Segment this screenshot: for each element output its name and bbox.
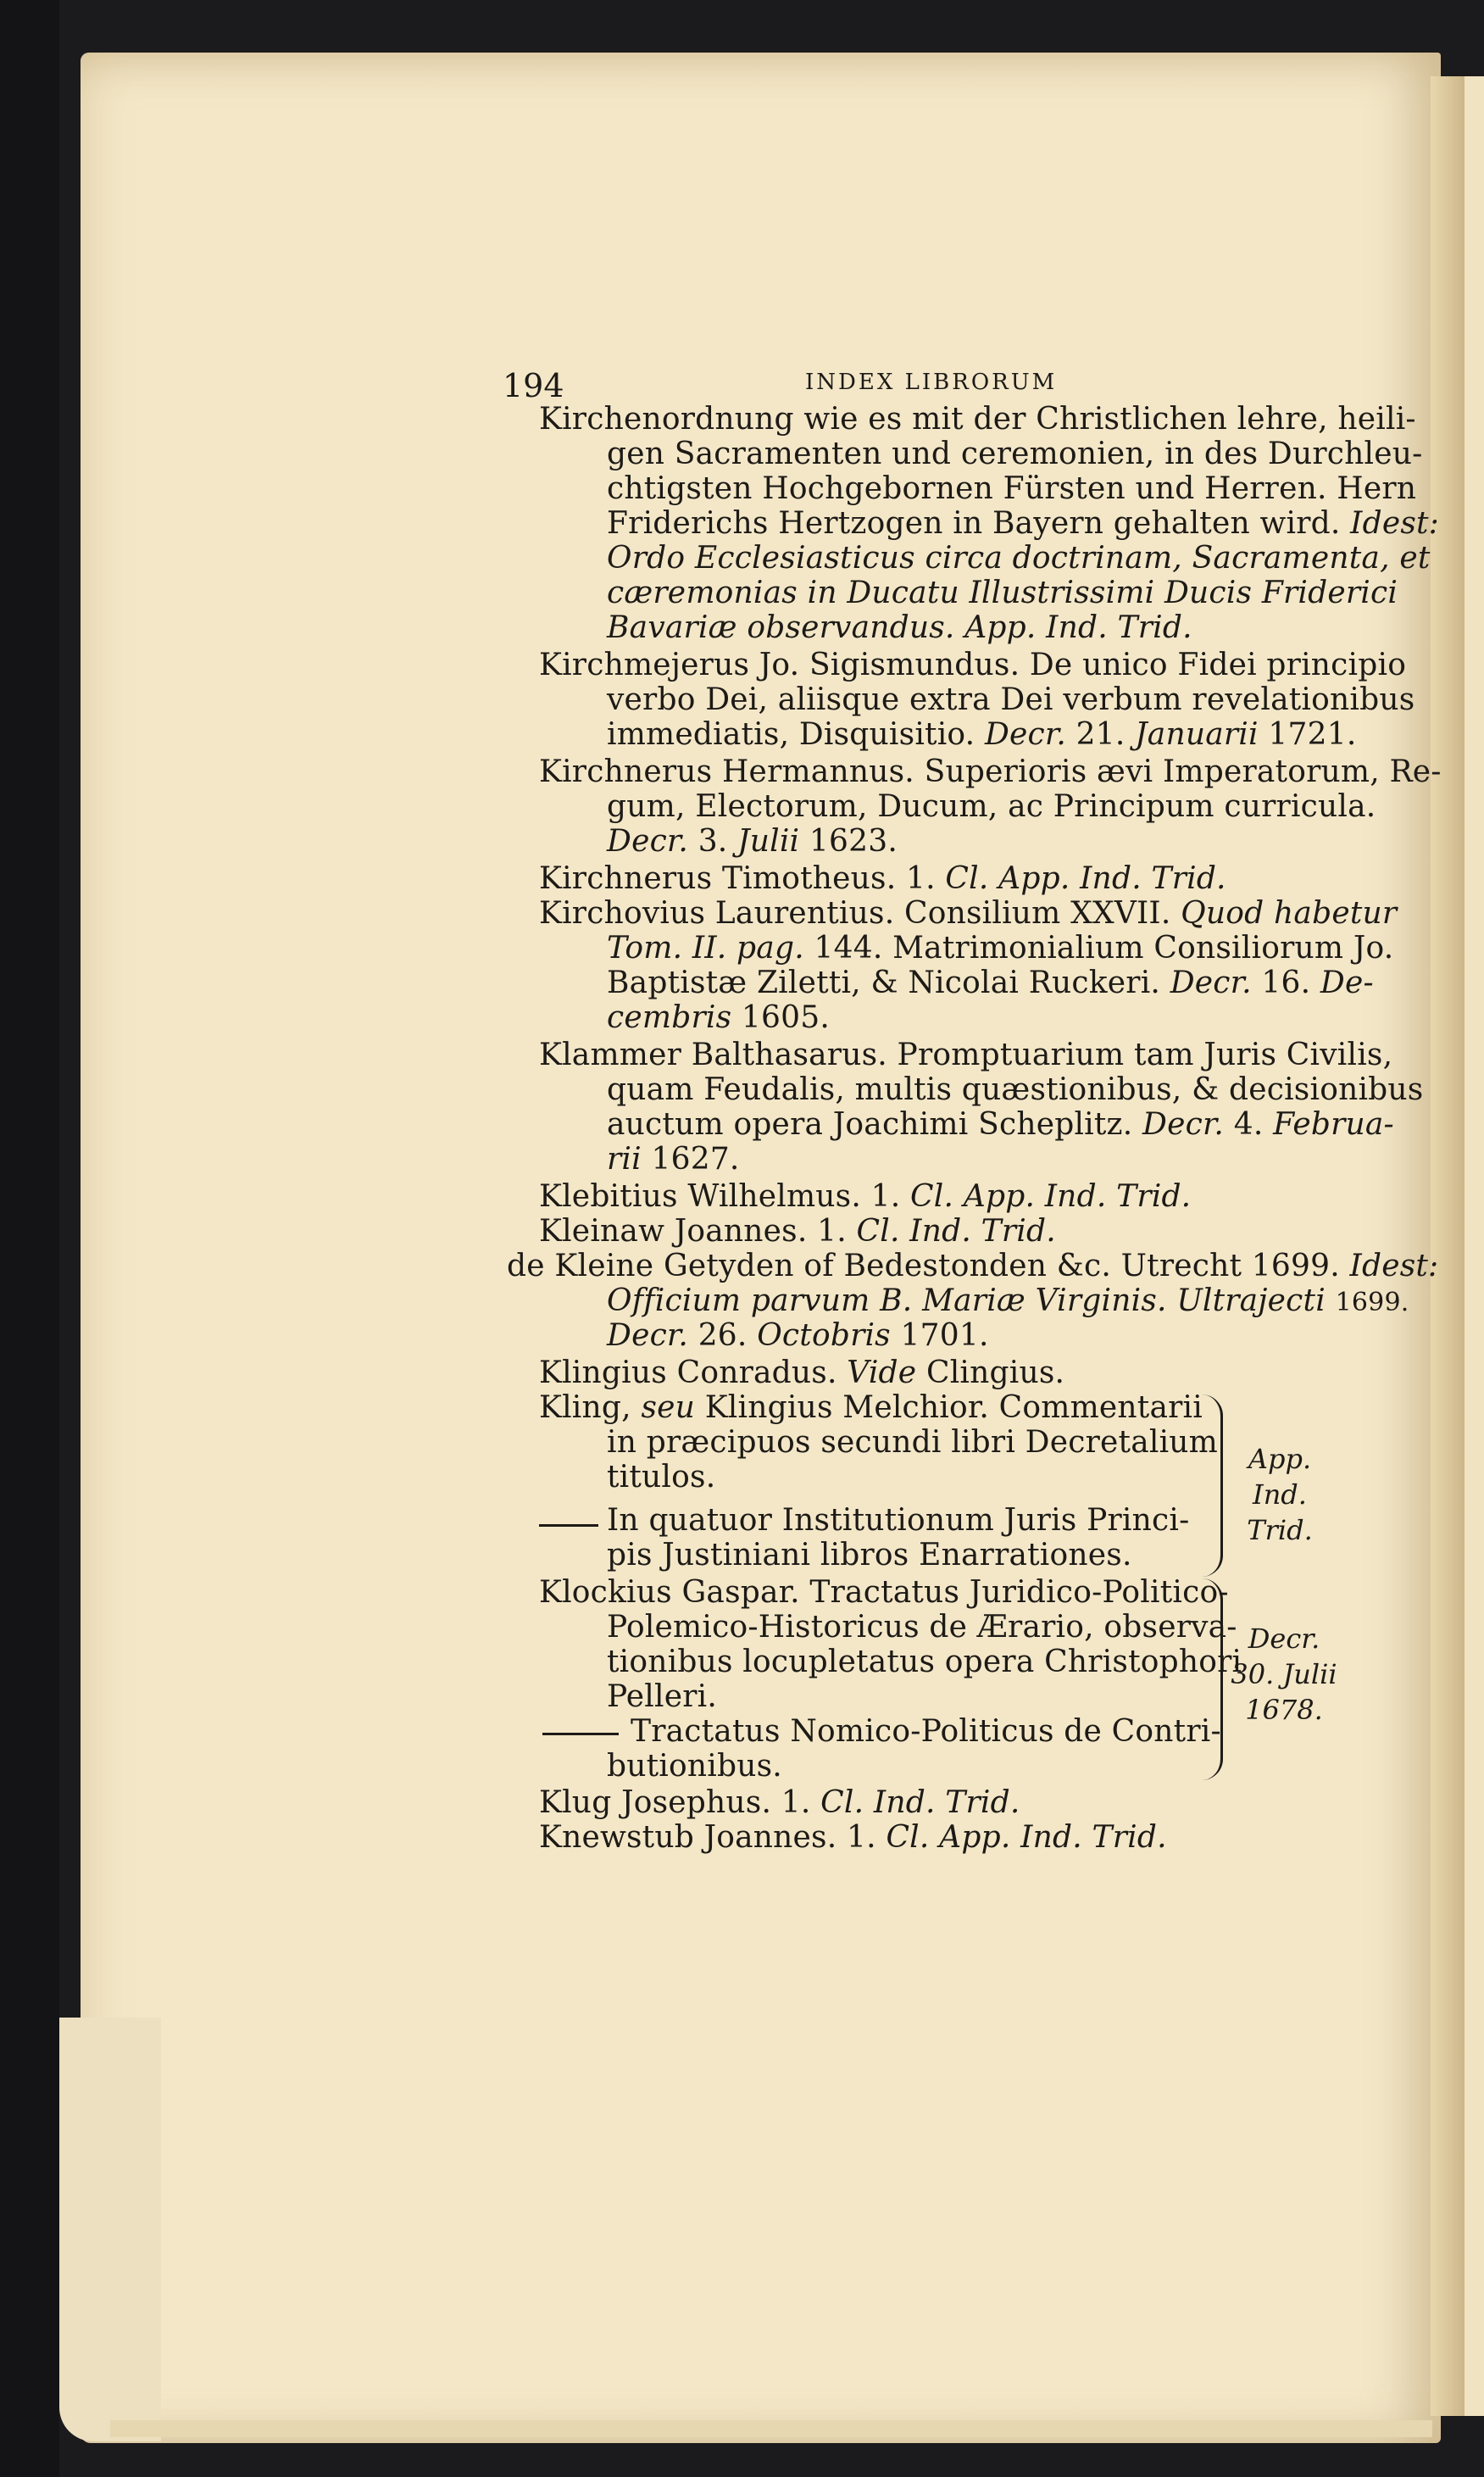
entry-italic: Decr. (1142, 1107, 1225, 1142)
entry-text: Friderichs Hertzogen in Bayern gehalten wird. (607, 506, 1341, 541)
entry-line (539, 1786, 1020, 1820)
entry-text: 1627. (651, 1142, 740, 1177)
entry-italic: Idest: (1350, 506, 1440, 541)
entry-text: Klingius Melchior. Commentarii (704, 1390, 1203, 1425)
ditto-dash (539, 1524, 598, 1527)
entry-line (539, 862, 1226, 896)
entry-line: Kirchenordnung wie es mit der Christlichen lehre, heili- (539, 402, 1416, 437)
entry-text: Knewstub Joannes. 1. (539, 1820, 876, 1855)
entry-text: 26. (698, 1318, 748, 1353)
entry-line (539, 897, 1397, 931)
entry-italic: seu (641, 1390, 696, 1425)
entry-text: Kleinaw Joannes. 1. (539, 1214, 847, 1249)
entry-text: Kling, (539, 1390, 631, 1425)
entry-text: 21. (1075, 717, 1126, 752)
entry-line: cæremonias in Ducatu Illustrissimi Ducis Friderici (607, 576, 1398, 610)
entry-italic: Cl. App. Ind. Trid. (945, 861, 1226, 896)
entry-italic: Officium parvum B. Mariæ Virginis. Ultrajecti (607, 1283, 1326, 1318)
brace-note-line: 30. Julii (1231, 1658, 1337, 1690)
entry-italic: Decr. (1170, 966, 1252, 1000)
entry-italic: cembris (607, 1000, 732, 1035)
brace-note-line: 1678. (1245, 1694, 1323, 1726)
entry-line: titulos. (607, 1460, 716, 1495)
entry-text: 1699. (1335, 1288, 1409, 1317)
entry-line: quam Feudalis, multis quæstionibus, & decisionibus (607, 1072, 1424, 1107)
entry-text: 1623. (809, 824, 898, 859)
entry-line: Ordo Ecclesiasticus circa doctrinam, Sacramenta, et (607, 541, 1431, 576)
entry-line (607, 1284, 1409, 1320)
entry-text: 1721. (1268, 717, 1357, 752)
entry-line (607, 1319, 989, 1353)
entry-text: immediatis, Disquisitio. (607, 717, 975, 752)
entry-italic: Julii (737, 824, 800, 859)
page-number: 194 (503, 367, 564, 404)
entry-line: Kirchnerus Hermannus. Superioris ævi Imperatorum, Re- (539, 754, 1442, 789)
entry-line (607, 1001, 830, 1035)
brace-note (1229, 1441, 1331, 1548)
entry-italic: Decr. (607, 1318, 689, 1353)
entry-line (607, 507, 1439, 541)
brace (1202, 1394, 1223, 1577)
entry-line: Kirchmejerus Jo. Sigismundus. De unico Fidei principio (539, 648, 1407, 682)
entry-text: 1701. (900, 1318, 989, 1353)
entry-line: tionibus locupletatus opera Christophori (607, 1645, 1242, 1679)
entry-line: Klammer Balthasarus. Promptuarium tam Juris Civilis, (539, 1038, 1393, 1072)
entry-italic: Octobris (757, 1318, 891, 1353)
entry-line: gen Sacramenten und ceremonien, in des Durchleu- (607, 437, 1423, 471)
entry-line: Pelleri. (607, 1679, 718, 1714)
ditto-dash (542, 1733, 619, 1735)
brace-note-line: Trid. (1247, 1514, 1313, 1546)
entry-line (539, 1391, 1203, 1425)
entry-line: Polemico-Historicus de Ærario, observa- (607, 1610, 1237, 1645)
entry-line (607, 825, 898, 859)
entry-text: 144. Matrimonialium Consiliorum Jo. (814, 931, 1394, 966)
entry-italic: Januarii (1135, 717, 1259, 752)
entry-line (607, 1108, 1394, 1142)
entry-line (539, 1356, 1064, 1390)
entry-text: Klebitius Wilhelmus. 1. (539, 1179, 901, 1214)
brace (1202, 1578, 1223, 1780)
entry-line (607, 966, 1374, 1000)
entry-line (539, 1180, 1191, 1214)
entry-text: auctum opera Joachimi Scheplitz. (607, 1107, 1133, 1142)
entry-italic: Quod habetur (1181, 896, 1398, 931)
entry-line: butionibus. (607, 1749, 782, 1784)
entry-line: Tractatus Nomico-Politicus de Contri- (631, 1714, 1221, 1749)
entry-italic: Tom. II. pag. (607, 931, 804, 966)
entry-line: gum, Electorum, Ducum, ac Principum curricula. (607, 789, 1376, 824)
entry-text: Kirchnerus Timotheus. 1. (539, 861, 936, 896)
entry-text: 1605. (741, 1000, 830, 1035)
entry-italic: Cl. Ind. Trid. (820, 1785, 1020, 1820)
entry-italic: Vide (847, 1355, 917, 1390)
entry-text: Baptistæ Ziletti, & Nicolai Ruckeri. (607, 966, 1161, 1000)
entry-italic: rii (607, 1142, 642, 1177)
entry-text: 4. (1233, 1107, 1264, 1142)
entry-text: 16. (1261, 966, 1311, 1000)
entry-italic: De- (1320, 966, 1374, 1000)
entry-text: Kirchovius Laurentius. Consilium XXVII. (539, 896, 1171, 931)
entry-italic: Februa- (1273, 1107, 1394, 1142)
entry-italic: Cl. Ind. Trid. (856, 1214, 1056, 1249)
entry-text: Klug Josephus. 1. (539, 1785, 811, 1820)
entry-line (607, 932, 1393, 966)
brace-note-line: Decr. (1248, 1623, 1320, 1655)
entry-line: In quatuor Institutionum Juris Princi- (607, 1503, 1190, 1538)
entry-italic: Decr. (607, 824, 689, 859)
entry-line (607, 1143, 740, 1177)
entry-italic: Decr. (984, 717, 1066, 752)
brace-note (1229, 1621, 1339, 1728)
entry-line: in præcipuos secundi libri Decretalium (607, 1425, 1219, 1460)
entry-italic: Cl. App. Ind. Trid. (886, 1820, 1167, 1855)
entry-line: chtigsten Hochgebornen Fürsten und Herren. Hern (607, 471, 1417, 506)
entry-italic: Cl. App. Ind. Trid. (910, 1179, 1192, 1214)
entry-text: 3. (698, 824, 728, 859)
entry-text: de Kleine Getyden of Bedestonden &c. Utrecht 1699. (507, 1249, 1340, 1283)
running-head: INDEX LIBRORUM (805, 370, 1058, 395)
entry-line (539, 1215, 1056, 1249)
entry-line: Klockius Gaspar. Tractatus Juridico-Politico- (539, 1575, 1229, 1610)
entry-text: Clingius. (925, 1355, 1065, 1390)
brace-note-line: App. Ind. (1248, 1443, 1312, 1511)
entry-text: Klingius Conradus. (539, 1355, 837, 1390)
entry-italic: Idest: (1349, 1249, 1439, 1283)
entry-line: Bavariæ observandus. App. Ind. Trid. (607, 610, 1192, 645)
entry-line: pis Justiniani libros Enarrationes. (607, 1538, 1132, 1572)
entry-line: verbo Dei, aliisque extra Dei verbum revelationibus (607, 682, 1415, 717)
entry-line (607, 718, 1356, 752)
entry-line (507, 1250, 1438, 1283)
entry-line (539, 1821, 1167, 1855)
